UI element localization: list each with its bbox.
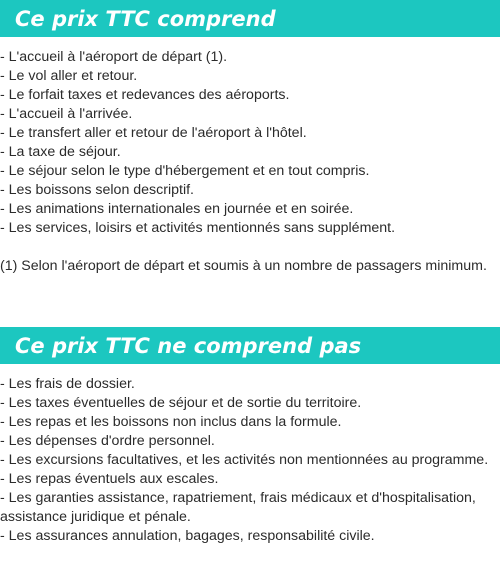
list-item: - Le séjour selon le type d'hébergement et en tout compris. xyxy=(0,163,370,179)
excluded-section xyxy=(0,327,500,546)
list-item: - Le forfait taxes et redevances des aéroports. xyxy=(0,87,290,103)
list-item: - Les assurances annulation, bagages, responsabilité civile. xyxy=(0,528,375,544)
list-item: - Le transfert aller et retour de l'aéroport à l'hôtel. xyxy=(0,125,307,141)
list-item: - Le vol aller et retour. xyxy=(0,68,138,84)
list-item: - Les frais de dossier. xyxy=(0,376,135,392)
included-section-title: Ce prix TTC comprend xyxy=(0,0,500,37)
list-item: - Les animations internationales en journée et en soirée. xyxy=(0,201,354,217)
list-item: - La taxe de séjour. xyxy=(0,144,121,160)
included-list xyxy=(0,48,500,238)
footnote: (1) Selon l'aéroport de départ et soumis à un nombre de passagers minimum. xyxy=(0,258,487,274)
included-section xyxy=(0,0,500,276)
list-item: - Les garanties assistance, rapatriement, frais médicaux et d'hospitalisation, assistance juridique et pénale. xyxy=(0,490,476,525)
excluded-list xyxy=(0,375,500,546)
list-item: - Les taxes éventuelles de séjour et de sortie du territoire. xyxy=(0,395,362,411)
list-item: - Les repas éventuels aux escales. xyxy=(0,471,219,487)
list-item: - L'accueil à l'aéroport de départ (1). xyxy=(0,49,228,65)
list-item: - L'accueil à l'arrivée. xyxy=(0,106,133,122)
list-item: - Les repas et les boissons non inclus dans la formule. xyxy=(0,414,342,430)
list-item: - Les excursions facultatives, et les activités non mentionnées au programme. xyxy=(0,452,489,468)
list-item: - Les boissons selon descriptif. xyxy=(0,182,194,198)
excluded-section-title: Ce prix TTC ne comprend pas xyxy=(0,327,500,364)
list-item: - Les services, loisirs et activités mentionnés sans supplément. xyxy=(0,220,396,236)
list-item: - Les dépenses d'ordre personnel. xyxy=(0,433,215,449)
